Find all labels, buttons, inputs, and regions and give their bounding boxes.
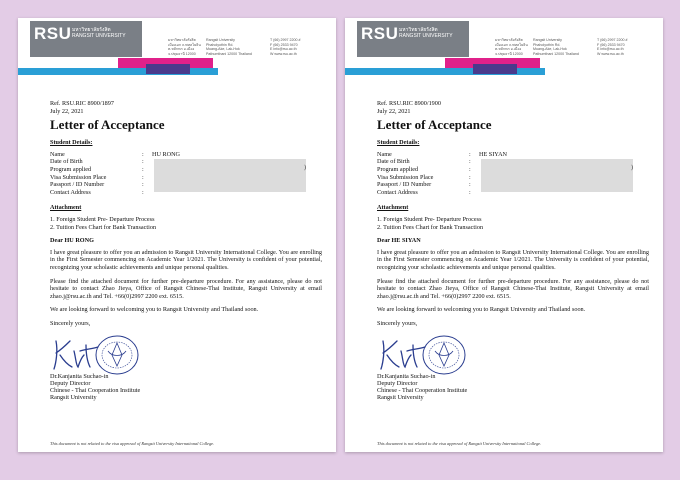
letter-body [50, 100, 322, 401]
closing: Sincerely yours, [377, 319, 418, 327]
signer-block [377, 373, 649, 401]
address-english: Rangsit University Phaholyothin Rd. Muang-Ake, Lak-Hok Pathumthani 12000 Thailand [206, 38, 252, 56]
university-seal-icon [88, 333, 146, 377]
paragraph-offer: I have great pleasure to offer you an admission to Rangsit University International College. You are enrolling in the First Semester commencing on Academic Year 1/2021. The University is confident of your potential, recognizing your scholastic achievements and unique personal qualities. [377, 248, 649, 271]
redaction-edge: ) [304, 164, 306, 171]
attachment-item: 2. Tuition Fees Chart for Bank Transaction [50, 223, 157, 231]
signer-name: Dr.Kanjanita Suchao-in [377, 373, 436, 381]
letter-title: Letter of Acceptance [377, 117, 492, 133]
letter-date: July 22, 2021 [50, 107, 84, 115]
field-label: Program applied [50, 165, 92, 173]
attachment-heading: Attachment [377, 204, 409, 212]
letter-title: Letter of Acceptance [50, 117, 165, 133]
footnote: This document is not related to the visa approval of Rangsit University International College. [377, 441, 542, 446]
signer-organization: Chinese - Thai Cooperation Institute [50, 387, 141, 395]
student-details: Name : HU RONG Date of Birth : Program applied : Visa Submission Place : Passport / ID Number : Contact Address : ) [50, 151, 322, 197]
signer-name: Dr.Kanjanita Suchao-in [50, 373, 109, 381]
closing: Sincerely yours, [50, 319, 91, 327]
paragraph-contact: Please find the attached document for further pre-departure procedure. For any assistance, please do not hesitate to contact Zhao Jieya, Office of Rangsit Chinese-Thai Institute, Rangsit University at email zhao.j@rsu.ac.th and Tel. +66(0)2997 2200 ext. 6515. [377, 277, 649, 300]
contact-info: T (66) 2997 2200 # F (66) 2533 9470 E info@rsu.ac.th W www.rsu.ac.th [597, 38, 628, 56]
address-thai: มหาวิทยาลัยรังสิต เมืองเอก ถ.พหลโยธิน ต.หลักหก อ.เมือง จ.ปทุมธานี 12000 [168, 38, 201, 56]
redacted-block [481, 159, 633, 192]
student-details-heading: Student Details: [377, 139, 420, 147]
signer-university: Rangsit University [50, 394, 97, 402]
signer-title: Deputy Director [50, 380, 91, 388]
salutation: Dear HU RONG [50, 237, 94, 245]
university-name: มหาวิทยาลัยรังสิต RANGSIT UNIVERSITY [72, 27, 126, 39]
field-label: Visa Submission Place [50, 173, 107, 181]
paragraph-contact: Please find the attached document for further pre-departure procedure. For any assistance, please do not hesitate to contact Zhao Jieya, Office of Rangsit Chinese-Thai Institute, Rangsit University at email zhao.j@rsu.ac.th and Tel. +66(0)2997 2200 ext. 6515. [50, 277, 322, 300]
field-label: Passport / ID Number [50, 181, 105, 189]
attachment-list [50, 216, 322, 231]
attachment-heading: Attachment [50, 204, 82, 212]
signature-area [50, 331, 322, 373]
attachment-list [377, 216, 649, 231]
field-label: Passport / ID Number [377, 181, 432, 189]
field-label: Contact Address [50, 188, 91, 196]
signer-block [50, 373, 322, 401]
field-label: Name [377, 150, 392, 158]
field-label: Date of Birth [50, 158, 83, 166]
reference-number: Ref. RSU.RIC 8900/1897 [50, 100, 114, 107]
signature-area [377, 331, 649, 373]
address-english: Rangsit University Phaholyothin Rd. Muang-Ake, Lak-Hok Pathumthani 12000 Thailand [533, 38, 579, 56]
student-details: Name : HE SIYAN Date of Birth : Program applied : Visa Submission Place : Passport / ID Number : Contact Address : ) [377, 151, 649, 197]
field-label: Name [50, 150, 65, 158]
university-logo: RSU [34, 24, 72, 43]
paragraph-offer: I have great pleasure to offer you an admission to Rangsit University International College. You are enrolling in the First Semester commencing on Academic Year 1/2021. The University is confident of your potential, recognizing your scholastic achievements and unique personal qualities. [50, 248, 322, 271]
university-name: มหาวิทยาลัยรังสิต RANGSIT UNIVERSITY [399, 27, 453, 39]
banner-purple-stripe [146, 64, 190, 74]
address-thai: มหาวิทยาลัยรังสิต เมืองเอก ถ.พหลโยธิน ต.หลักหก อ.เมือง จ.ปทุมธานี 12000 [495, 38, 528, 56]
letterhead-banner [345, 18, 663, 74]
reference-number: Ref. RSU.RIC 8900/1900 [377, 100, 441, 107]
paragraph-welcome: We are looking forward to welcoming you to Rangsit University and Thailand soon. [377, 306, 586, 314]
signer-title: Deputy Director [377, 380, 418, 388]
student-details-heading: Student Details: [50, 139, 93, 147]
field-label: Date of Birth [377, 158, 410, 166]
paragraph-welcome: We are looking forward to welcoming you to Rangsit University and Thailand soon. [50, 306, 259, 314]
letter-page-hu-rong [18, 18, 336, 452]
redaction-edge: ) [631, 164, 633, 171]
signer-university: Rangsit University [377, 394, 424, 402]
attachment-item: 1. Foreign Student Pre- Departure Process [50, 215, 155, 223]
field-value-name: HE SIYAN [479, 150, 508, 158]
university-seal-icon [415, 333, 473, 377]
field-label: Contact Address [377, 188, 418, 196]
letter-page-he-siyan [345, 18, 663, 452]
field-label: Program applied [377, 165, 419, 173]
field-value-name: HU RONG [152, 150, 181, 158]
university-logo: RSU [361, 24, 399, 43]
attachment-item: 1. Foreign Student Pre- Departure Process [377, 215, 482, 223]
letter-date: July 22, 2021 [377, 107, 411, 115]
field-label: Visa Submission Place [377, 173, 434, 181]
letter-body [377, 100, 649, 401]
salutation: Dear HE SIYAN [377, 237, 421, 245]
signer-organization: Chinese - Thai Cooperation Institute [377, 387, 468, 395]
banner-purple-stripe [473, 64, 517, 74]
footnote: This document is not related to the visa approval of Rangsit University International College. [50, 441, 215, 446]
letterhead-banner [18, 18, 336, 74]
contact-info: T (66) 2997 2200 # F (66) 2533 9470 E info@rsu.ac.th W www.rsu.ac.th [270, 38, 301, 56]
redacted-block [154, 159, 306, 192]
attachment-item: 2. Tuition Fees Chart for Bank Transaction [377, 223, 484, 231]
